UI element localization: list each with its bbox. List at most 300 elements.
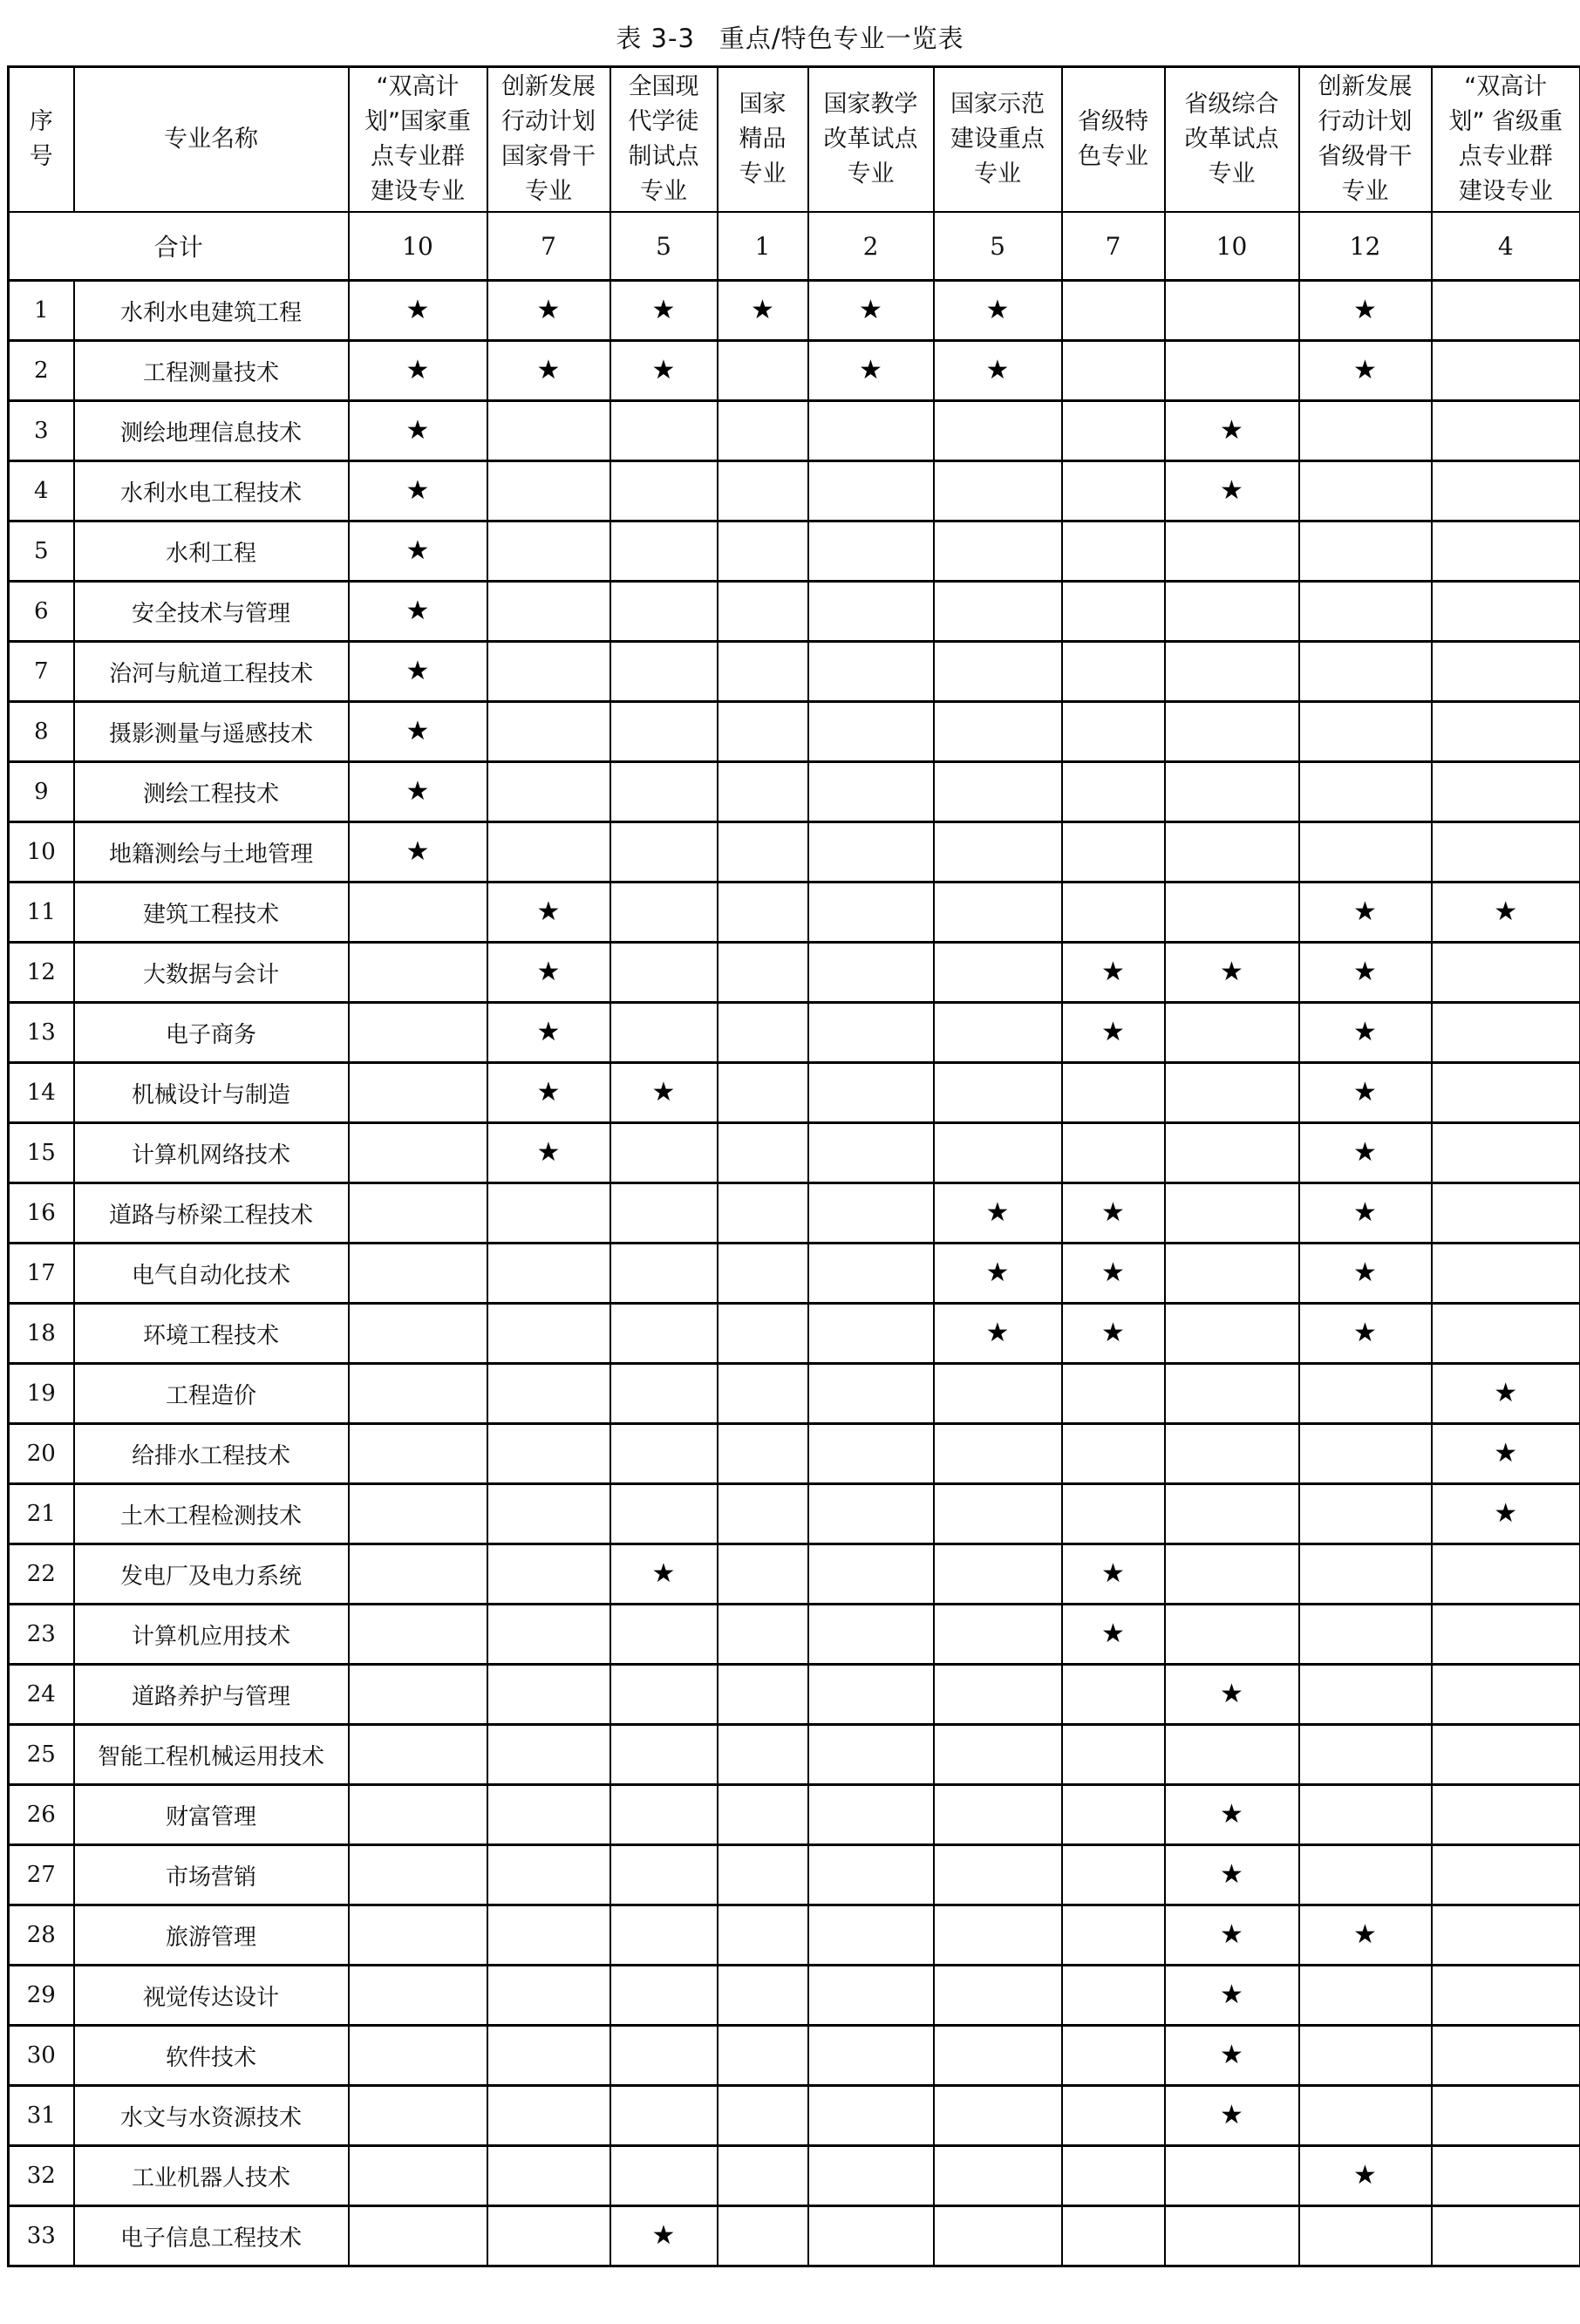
star-icon: ★ (536, 896, 561, 927)
major-name: 水利水电工程技术 (74, 461, 349, 521)
star-icon: ★ (1353, 1196, 1377, 1228)
mark-cell (1432, 1785, 1580, 1845)
mark-cell (349, 1544, 487, 1605)
mark-cell (934, 2026, 1062, 2086)
mark-cell (1299, 1364, 1432, 1424)
star-icon: ★ (985, 354, 1010, 385)
header-column-7: 省级特 色专业 (1062, 67, 1165, 213)
row-index: 18 (9, 1304, 74, 1364)
major-name: 摄影测量与遥感技术 (74, 702, 349, 762)
row-index: 20 (9, 1424, 74, 1484)
mark-cell (1062, 702, 1165, 762)
mark-cell (349, 1244, 487, 1304)
mark-cell (610, 2146, 718, 2206)
table-row (9, 822, 1580, 883)
mark-cell (1062, 822, 1165, 883)
mark-cell (610, 1544, 718, 1605)
mark-cell (1062, 943, 1165, 1003)
star-icon: ★ (985, 1196, 1010, 1228)
mark-cell (349, 883, 487, 943)
mark-cell (1165, 1364, 1299, 1424)
row-index: 6 (9, 582, 74, 642)
mark-cell (1165, 1665, 1299, 1725)
mark-cell (610, 1183, 718, 1244)
mark-cell (934, 762, 1062, 822)
star-icon: ★ (1353, 354, 1377, 385)
star-icon: ★ (1494, 896, 1518, 927)
mark-cell (1299, 1605, 1432, 1665)
mark-cell (1432, 341, 1580, 401)
table-caption (0, 19, 1580, 55)
mark-cell (1165, 822, 1299, 883)
header-column-3: 全国现 代学徒 制试点 专业 (610, 67, 718, 213)
mark-cell (349, 281, 487, 341)
mark-cell (1165, 1123, 1299, 1183)
table-row (9, 1966, 1580, 2026)
mark-cell (934, 943, 1062, 1003)
table-number: 表 3-3 (616, 24, 695, 53)
total-label: 合计 (9, 212, 349, 281)
mark-cell (1062, 642, 1165, 702)
mark-cell (1062, 1123, 1165, 1183)
mark-cell (718, 822, 808, 883)
mark-cell (487, 1544, 610, 1605)
star-icon: ★ (405, 414, 430, 446)
mark-cell (718, 1244, 808, 1304)
mark-cell (1062, 521, 1165, 582)
mark-cell (1062, 1003, 1165, 1063)
mark-cell (1432, 2086, 1580, 2146)
star-icon: ★ (859, 354, 882, 385)
table-row (9, 1304, 1580, 1364)
mark-cell (1062, 1544, 1165, 1605)
mark-cell (808, 341, 934, 401)
mark-cell (718, 642, 808, 702)
mark-cell (1299, 822, 1432, 883)
mark-cell (808, 1244, 934, 1304)
star-icon: ★ (1220, 474, 1243, 506)
table-title: 重点/特色专业一览表 (718, 24, 964, 53)
table-row (9, 1725, 1580, 1785)
mark-cell (934, 1364, 1062, 1424)
mark-cell (349, 1304, 487, 1364)
mark-cell (718, 1725, 808, 1785)
mark-cell (808, 2206, 934, 2266)
table-row (9, 401, 1580, 461)
star-icon: ★ (985, 1257, 1010, 1288)
star-icon: ★ (536, 294, 561, 325)
mark-cell (610, 341, 718, 401)
mark-cell (349, 1905, 487, 1966)
mark-cell (610, 1725, 718, 1785)
star-icon: ★ (536, 1136, 561, 1168)
mark-cell (1062, 762, 1165, 822)
row-index: 23 (9, 1605, 74, 1665)
star-icon: ★ (651, 2219, 676, 2251)
mark-cell (487, 1424, 610, 1484)
major-name: 环境工程技术 (74, 1304, 349, 1364)
row-index: 27 (9, 1845, 74, 1905)
star-icon: ★ (1494, 1377, 1518, 1408)
mark-cell (808, 2086, 934, 2146)
star-icon: ★ (1353, 294, 1377, 325)
star-icon: ★ (405, 715, 430, 746)
mark-cell (1165, 1785, 1299, 1845)
mark-cell (718, 401, 808, 461)
mark-cell (808, 822, 934, 883)
mark-cell (610, 582, 718, 642)
star-icon: ★ (1353, 1016, 1377, 1047)
total-value: 4 (1432, 212, 1580, 281)
star-icon: ★ (1220, 1678, 1243, 1709)
mark-cell (1062, 1063, 1165, 1123)
mark-cell (718, 762, 808, 822)
header-column-9: 创新发展 行动计划 省级骨干 专业 (1299, 67, 1432, 213)
mark-cell (1062, 1665, 1165, 1725)
mark-cell (487, 883, 610, 943)
header-column-4: 国家 精品 专业 (718, 67, 808, 213)
star-icon: ★ (405, 835, 430, 867)
major-name: 安全技术与管理 (74, 582, 349, 642)
mark-cell (1165, 1183, 1299, 1244)
mark-cell (808, 521, 934, 582)
mark-cell (610, 702, 718, 762)
mark-cell (1165, 1905, 1299, 1966)
total-value: 7 (487, 212, 610, 281)
star-icon: ★ (985, 294, 1010, 325)
mark-cell (934, 1966, 1062, 2026)
mark-cell (808, 1966, 934, 2026)
mark-cell (1062, 1605, 1165, 1665)
mark-cell (610, 1665, 718, 1725)
mark-cell (1432, 1364, 1580, 1424)
mark-cell (934, 1665, 1062, 1725)
mark-cell (610, 2026, 718, 2086)
mark-cell (808, 1424, 934, 1484)
star-icon: ★ (1353, 1076, 1377, 1107)
mark-cell (487, 1304, 610, 1364)
mark-cell (1432, 1484, 1580, 1544)
mark-cell (934, 582, 1062, 642)
row-index: 31 (9, 2086, 74, 2146)
mark-cell (487, 1785, 610, 1845)
mark-cell (1165, 1244, 1299, 1304)
star-icon: ★ (1220, 1918, 1243, 1950)
mark-cell (349, 1785, 487, 1845)
header-index: 序 号 (9, 67, 74, 213)
major-name: 给排水工程技术 (74, 1424, 349, 1484)
mark-cell (934, 1544, 1062, 1605)
mark-cell (1062, 1785, 1165, 1845)
table-row (9, 2146, 1580, 2206)
mark-cell (934, 1905, 1062, 1966)
mark-cell (349, 1123, 487, 1183)
row-index: 24 (9, 1665, 74, 1725)
table-row (9, 2026, 1580, 2086)
table-row (9, 1785, 1580, 1845)
mark-cell (934, 1244, 1062, 1304)
mark-cell (349, 1845, 487, 1905)
total-value: 10 (349, 212, 487, 281)
mark-cell (1165, 762, 1299, 822)
mark-cell (1299, 1725, 1432, 1785)
mark-cell (1062, 461, 1165, 521)
mark-cell (808, 883, 934, 943)
mark-cell (610, 1785, 718, 1845)
mark-cell (349, 461, 487, 521)
table-row (9, 702, 1580, 762)
mark-cell (487, 281, 610, 341)
major-name: 发电厂及电力系统 (74, 1544, 349, 1605)
mark-cell (1432, 1845, 1580, 1905)
mark-cell (487, 1725, 610, 1785)
mark-cell (808, 2146, 934, 2206)
mark-cell (1165, 461, 1299, 521)
mark-cell (718, 1003, 808, 1063)
table-row (9, 1905, 1580, 1966)
row-index: 17 (9, 1244, 74, 1304)
major-name: 电气自动化技术 (74, 1244, 349, 1304)
mark-cell (610, 1484, 718, 1544)
mark-cell (487, 1183, 610, 1244)
mark-cell (1165, 1605, 1299, 1665)
star-icon: ★ (1220, 414, 1243, 446)
mark-cell (1299, 341, 1432, 401)
mark-cell (808, 1123, 934, 1183)
header-column-6: 国家示范 建设重点 专业 (934, 67, 1062, 213)
table-row (9, 1003, 1580, 1063)
mark-cell (487, 822, 610, 883)
mark-cell (349, 1063, 487, 1123)
mark-cell (808, 281, 934, 341)
mark-cell (1299, 1244, 1432, 1304)
star-icon: ★ (1101, 1618, 1125, 1649)
header-column-8: 省级综合 改革试点 专业 (1165, 67, 1299, 213)
mark-cell (934, 1424, 1062, 1484)
star-icon: ★ (1353, 896, 1377, 927)
mark-cell (1165, 1304, 1299, 1364)
row-index: 16 (9, 1183, 74, 1244)
mark-cell (1165, 1484, 1299, 1544)
major-name: 电子商务 (74, 1003, 349, 1063)
mark-cell (1165, 943, 1299, 1003)
mark-cell (1062, 341, 1165, 401)
mark-cell (1299, 1304, 1432, 1364)
table-row (9, 1544, 1580, 1605)
row-index: 3 (9, 401, 74, 461)
star-icon: ★ (1353, 1317, 1377, 1348)
mark-cell (487, 1605, 610, 1665)
mark-cell (718, 1665, 808, 1725)
table-row (9, 1183, 1580, 1244)
mark-cell (1165, 2086, 1299, 2146)
mark-cell (1299, 281, 1432, 341)
mark-cell (1062, 2206, 1165, 2266)
header-major-name: 专业名称 (74, 67, 349, 213)
total-value: 12 (1299, 212, 1432, 281)
table-row (9, 1665, 1580, 1725)
mark-cell (808, 642, 934, 702)
star-icon: ★ (651, 1557, 676, 1589)
row-index: 22 (9, 1544, 74, 1605)
mark-cell (349, 1484, 487, 1544)
mark-cell (1432, 1725, 1580, 1785)
mark-cell (808, 1063, 934, 1123)
mark-cell (1299, 1966, 1432, 2026)
mark-cell (610, 1845, 718, 1905)
mark-cell (808, 1544, 934, 1605)
key-majors-table (7, 65, 1580, 2267)
mark-cell (1062, 582, 1165, 642)
major-name: 财富管理 (74, 1785, 349, 1845)
mark-cell (1165, 1063, 1299, 1123)
mark-cell (1432, 281, 1580, 341)
star-icon: ★ (405, 354, 430, 385)
mark-cell (1062, 1364, 1165, 1424)
mark-cell (718, 461, 808, 521)
table-row (9, 2206, 1580, 2266)
star-icon: ★ (651, 354, 676, 385)
mark-cell (934, 1605, 1062, 1665)
mark-cell (1299, 1063, 1432, 1123)
mark-cell (1432, 642, 1580, 702)
table-row (9, 1605, 1580, 1665)
mark-cell (487, 1003, 610, 1063)
table-row (9, 883, 1580, 943)
mark-cell (349, 762, 487, 822)
star-icon: ★ (1220, 956, 1243, 987)
row-index: 26 (9, 1785, 74, 1845)
mark-cell (610, 281, 718, 341)
star-icon: ★ (405, 655, 430, 686)
star-icon: ★ (405, 474, 430, 506)
star-icon: ★ (405, 294, 430, 325)
row-index: 7 (9, 642, 74, 702)
mark-cell (487, 1845, 610, 1905)
mark-cell (349, 822, 487, 883)
star-icon: ★ (1494, 1437, 1518, 1469)
mark-cell (1432, 1544, 1580, 1605)
mark-cell (1062, 2026, 1165, 2086)
row-index: 1 (9, 281, 74, 341)
mark-cell (610, 943, 718, 1003)
mark-cell (1299, 1905, 1432, 1966)
mark-cell (610, 1304, 718, 1364)
mark-cell (1432, 1424, 1580, 1484)
row-index: 29 (9, 1966, 74, 2026)
mark-cell (1062, 2086, 1165, 2146)
mark-cell (487, 401, 610, 461)
mark-cell (1165, 1966, 1299, 2026)
mark-cell (1165, 401, 1299, 461)
star-icon: ★ (1101, 1317, 1125, 1348)
major-name: 旅游管理 (74, 1905, 349, 1966)
mark-cell (487, 702, 610, 762)
mark-cell (487, 1966, 610, 2026)
mark-cell (349, 1665, 487, 1725)
mark-cell (349, 1966, 487, 2026)
mark-cell (934, 2206, 1062, 2266)
mark-cell (1165, 702, 1299, 762)
star-icon: ★ (536, 956, 561, 987)
mark-cell (487, 461, 610, 521)
mark-cell (610, 2206, 718, 2266)
mark-cell (487, 762, 610, 822)
major-name: 道路与桥梁工程技术 (74, 1183, 349, 1244)
mark-cell (1299, 1424, 1432, 1484)
row-index: 13 (9, 1003, 74, 1063)
mark-cell (1062, 1725, 1165, 1785)
mark-cell (718, 1785, 808, 1845)
table-row (9, 1484, 1580, 1544)
mark-cell (718, 1484, 808, 1544)
mark-cell (718, 341, 808, 401)
mark-cell (1299, 1665, 1432, 1725)
mark-cell (349, 943, 487, 1003)
mark-cell (808, 1364, 934, 1424)
mark-cell (610, 1123, 718, 1183)
star-icon: ★ (1353, 1918, 1377, 1950)
mark-cell (718, 1183, 808, 1244)
mark-cell (934, 521, 1062, 582)
table-row (9, 762, 1580, 822)
total-value: 10 (1165, 212, 1299, 281)
mark-cell (718, 1905, 808, 1966)
star-icon: ★ (1101, 1016, 1125, 1047)
star-icon: ★ (405, 775, 430, 807)
mark-cell (487, 642, 610, 702)
mark-cell (1432, 1905, 1580, 1966)
mark-cell (487, 2206, 610, 2266)
major-name: 水利工程 (74, 521, 349, 582)
mark-cell (349, 521, 487, 582)
mark-cell (808, 461, 934, 521)
mark-cell (934, 1123, 1062, 1183)
mark-cell (1432, 1304, 1580, 1364)
mark-cell (1299, 642, 1432, 702)
mark-cell (934, 642, 1062, 702)
major-name: 大数据与会计 (74, 943, 349, 1003)
major-name: 计算机网络技术 (74, 1123, 349, 1183)
mark-cell (349, 1364, 487, 1424)
star-icon: ★ (405, 535, 430, 566)
star-icon: ★ (1353, 1257, 1377, 1288)
mark-cell (934, 401, 1062, 461)
star-icon: ★ (1353, 1136, 1377, 1168)
star-icon: ★ (1220, 2099, 1243, 2130)
table-row (9, 521, 1580, 582)
mark-cell (610, 1905, 718, 1966)
row-index: 33 (9, 2206, 74, 2266)
mark-cell (1432, 762, 1580, 822)
mark-cell (1062, 2146, 1165, 2206)
mark-cell (1165, 1003, 1299, 1063)
mark-cell (1299, 2026, 1432, 2086)
star-icon: ★ (536, 1076, 561, 1107)
mark-cell (610, 762, 718, 822)
table-row (9, 2086, 1580, 2146)
header-row (9, 67, 1580, 213)
major-name: 建筑工程技术 (74, 883, 349, 943)
mark-cell (934, 1183, 1062, 1244)
row-index: 4 (9, 461, 74, 521)
table-row (9, 1123, 1580, 1183)
row-index: 5 (9, 521, 74, 582)
mark-cell (808, 702, 934, 762)
row-index: 8 (9, 702, 74, 762)
major-name: 治河与航道工程技术 (74, 642, 349, 702)
mark-cell (808, 1183, 934, 1244)
